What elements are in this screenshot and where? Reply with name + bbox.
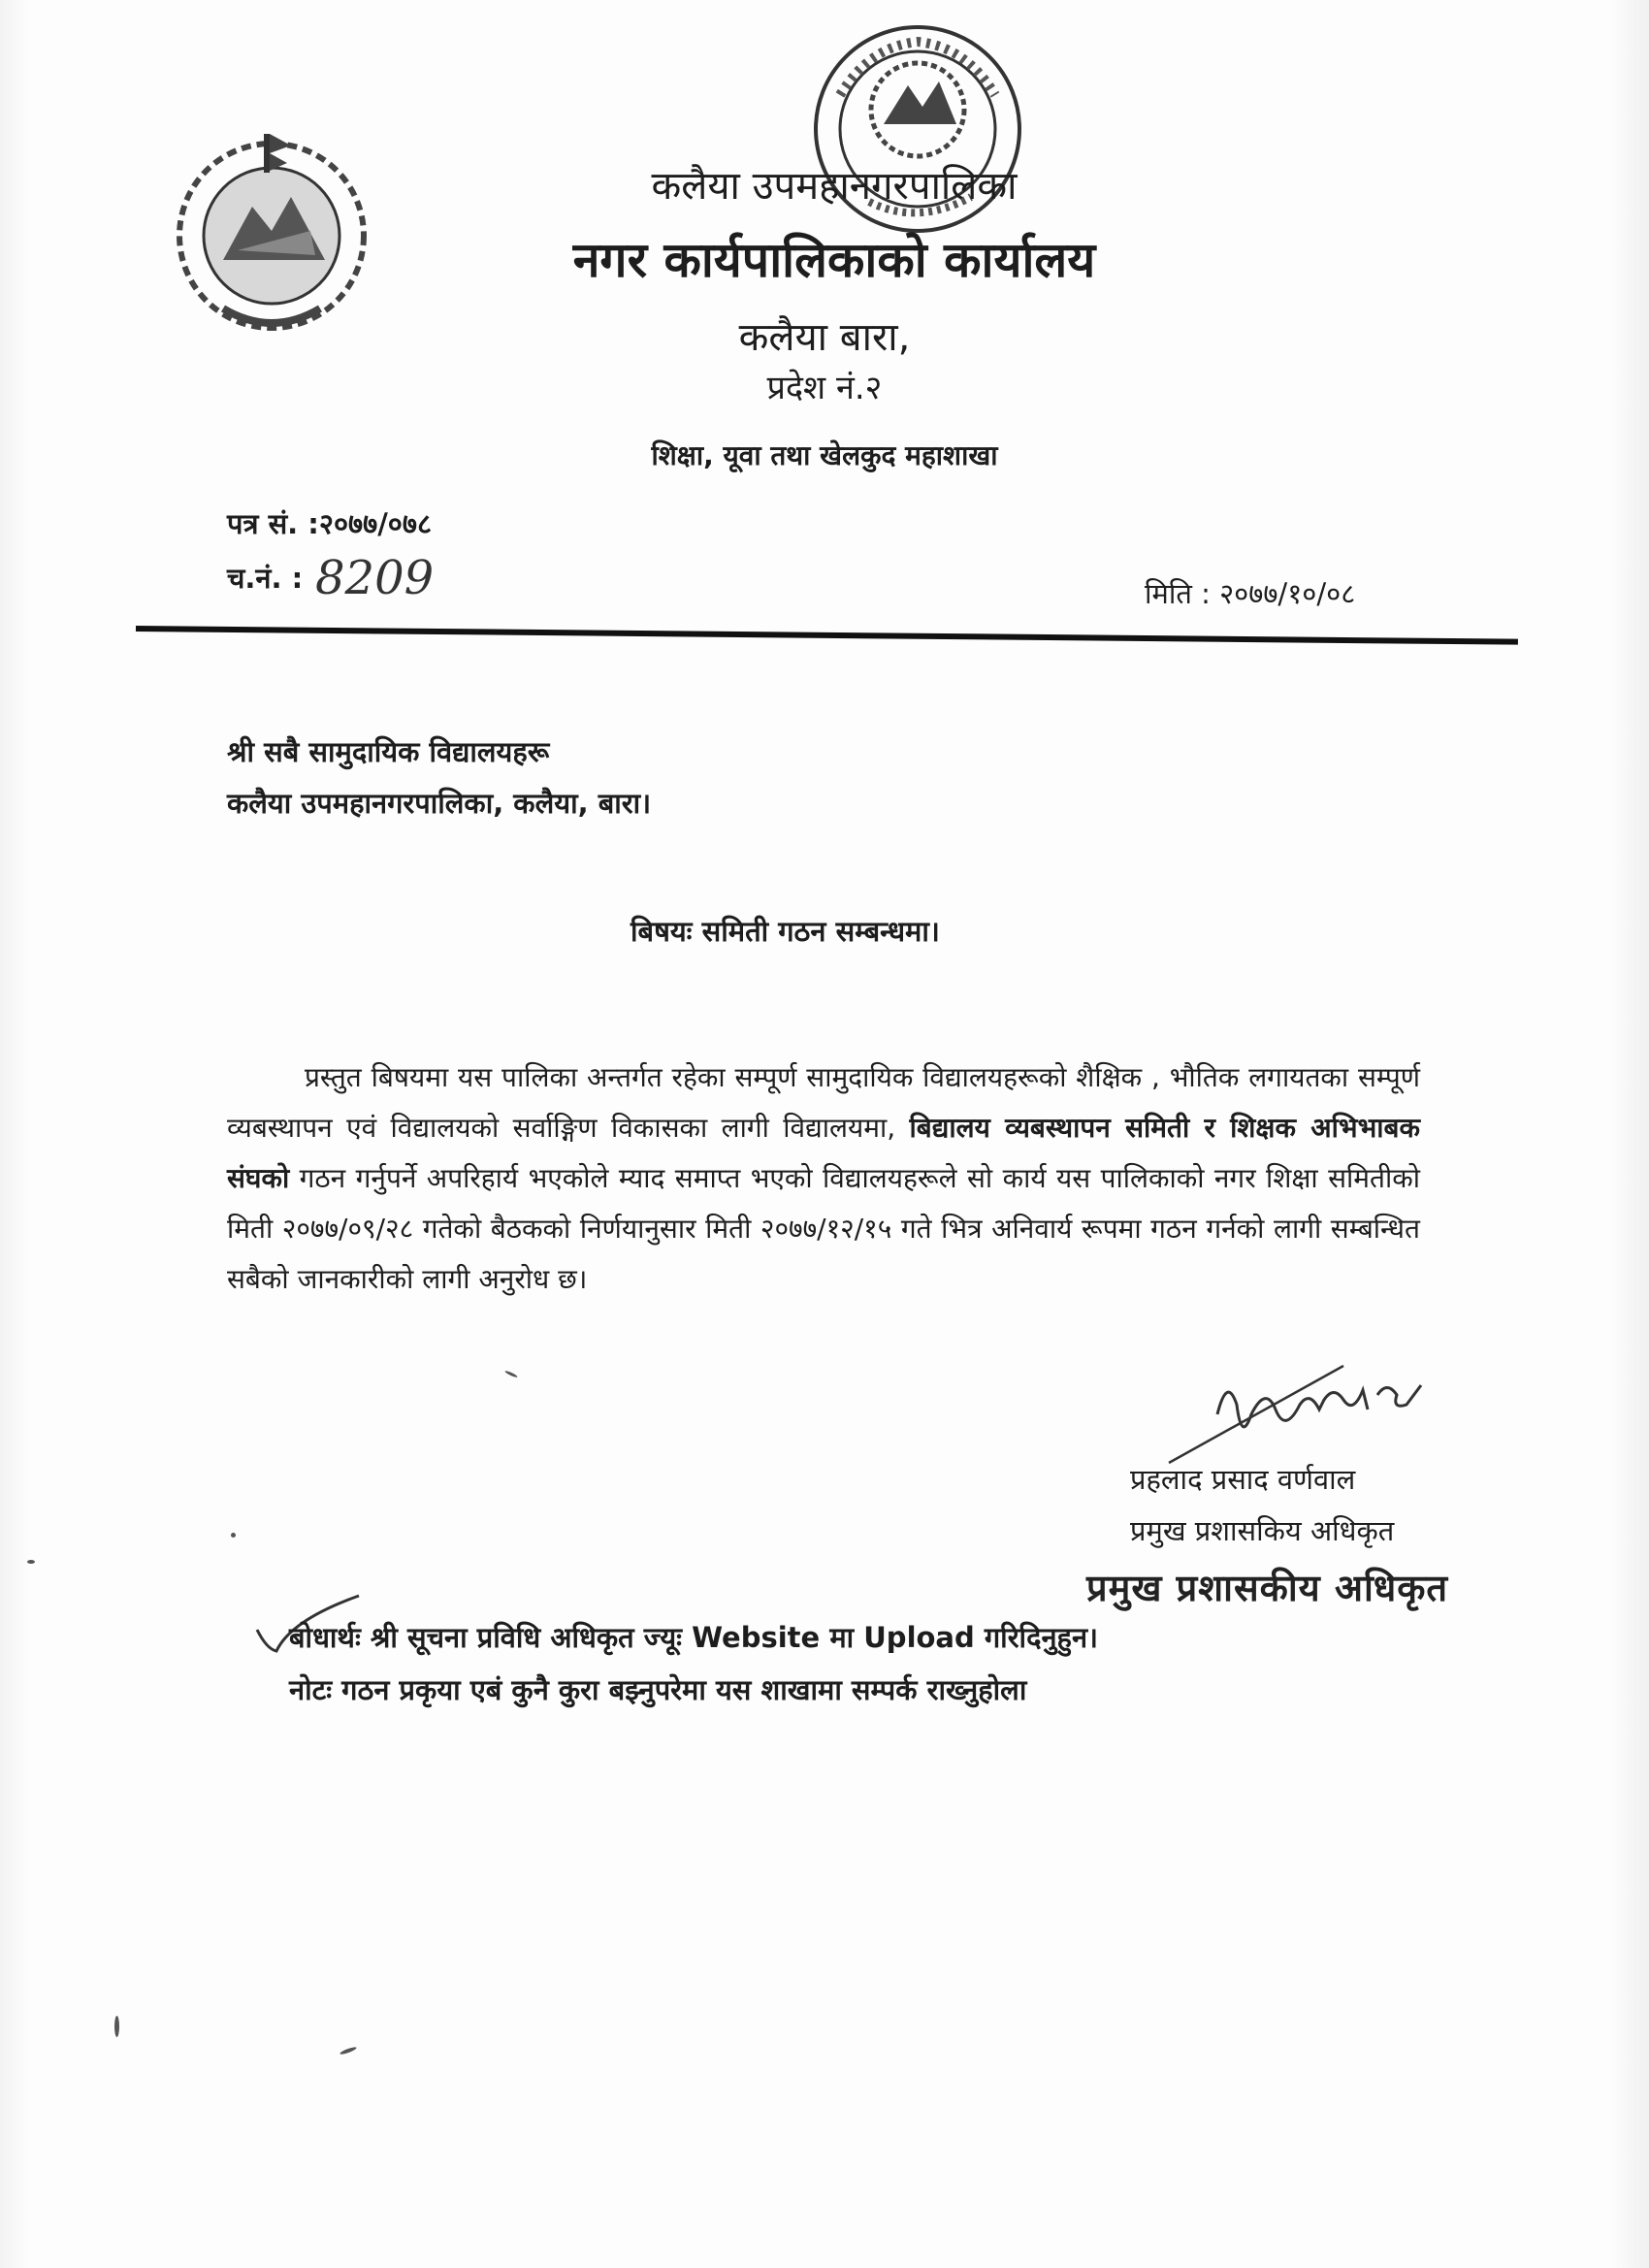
letter-subject: बिषयः समिती गठन सम्बन्धमा। — [630, 915, 940, 948]
province-number: प्रदेश नं.२ — [766, 369, 883, 407]
designation-stamp: प्रमुख प्रशासकीय अधिकृत — [1086, 1567, 1449, 1609]
dispatch-number-label: च.नं. : — [227, 562, 304, 595]
header-divider — [136, 626, 1518, 645]
division-name: शिक्षा, यूवा तथा खेलकुद महाशाखा — [651, 439, 998, 471]
letter-date: मिति : २०७७/१०/०८ — [1145, 577, 1356, 610]
scan-speck — [27, 1560, 35, 1564]
scan-speck — [231, 1533, 236, 1538]
government-emblem — [155, 114, 388, 347]
cc-note: बोधार्थः श्री सूचना प्रविधि अधिकृत ज्यूः Website मा Upload गरिदिनुहुन। — [289, 1621, 1099, 1654]
letter-body — [227, 1053, 1420, 1305]
dispatch-number-handwritten: 8209 — [315, 551, 435, 605]
signatory-title: प्रमुख प्रशासकिय अधिकृत — [1130, 1514, 1395, 1547]
municipality-name: कलैया उपमहानगरपालिका — [651, 164, 1018, 209]
scan-speck — [114, 2016, 119, 2037]
office-location: कलैया बारा, — [738, 315, 911, 360]
recipient-line-1: श्री सबै सामुदायिक विद्यालयहरू — [227, 735, 550, 768]
office-seal — [782, 17, 1053, 260]
footer-note: नोटः गठन प्रकृया एबं कुनै कुरा बझ्नुपरेमा यस शाखामा सम्पर्क राख्नुहोला — [289, 1673, 1027, 1706]
scan-speck — [340, 2046, 357, 2056]
body-text-1: प्रस्तुत बिषयमा यस पालिका अन्तर्गत रहेका सम्पूर्ण सामुदायिक विद्यालयहरूको शैक्षिक , भौतिक लगायतका सम्पूर्ण व्यबस्थापन एवं विद्यालयको सर्वाङ्गिण विकासका लागी विद्यालयमा, — [227, 1061, 1420, 1144]
recipient-line-2: कलैया उपमहानगरपालिका, कलैया, बारा। — [227, 787, 652, 820]
scan-speck — [504, 1370, 518, 1378]
letter-number: पत्र सं. :२०७७/०७८ — [227, 507, 433, 540]
signatory-name: प्रहलाद प्रसाद वर्णवाल — [1130, 1463, 1356, 1496]
handwritten-signature — [1159, 1356, 1450, 1473]
body-text-bold: बिद्यालय व्यबस्थापन समिती र शिक्षक अभिभाबक संघको — [227, 1112, 1420, 1194]
body-text-2: गठन गर्नुपर्ने अपरिहार्य भएकोले म्याद समाप्त भएको विद्यालयहरूले सो कार्य यस पालिकाको नगर शिक्षा समितीको मिती २०७७/०९/२८ गतेको बैठकको निर्णयानुसार मिती २०७७/१२/१५ गते भित्र अनिवार्य रूपमा गठन गर्नको लागी सम्बन्धित सबैको जानकारीको लागी अनुरोध छ। — [227, 1162, 1420, 1295]
office-name: नगर कार्यपालिकाको कार्यालय — [572, 232, 1096, 288]
